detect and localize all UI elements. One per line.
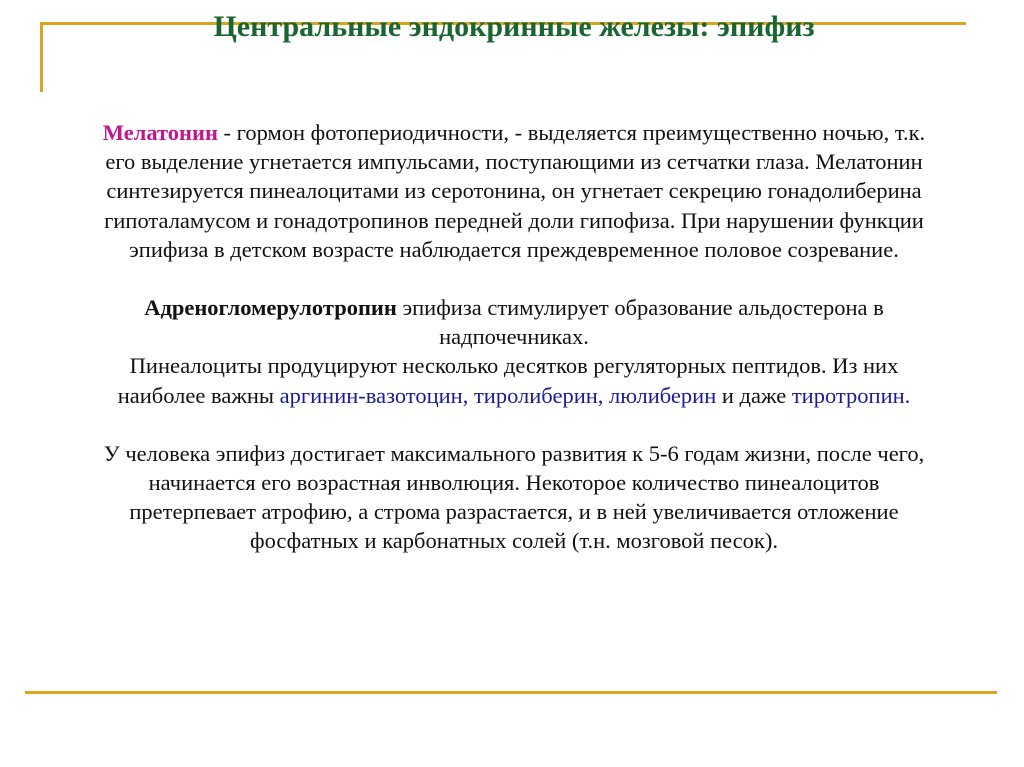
- text-line: его выделение угнетается импульсами, поступающими из сетчатки глаза. Мелатонин: [105, 149, 923, 175]
- text-line: фосфатных и карбонатных солей (т.н. мозговой песок).: [250, 528, 778, 554]
- paragraph-adrenoglomerulotropin: [40, 293, 988, 410]
- slide-title: Центральные эндокринные железы: эпифиз: [213, 10, 815, 43]
- term-adrenoglomerulotropin: Адреногломерулотропин: [144, 295, 397, 321]
- text-fragment: эпифиза стимулирует образование альдостерона в: [396, 295, 884, 321]
- paragraph-spacer: [40, 410, 988, 439]
- text-line: претерпевает атрофию, а строма разрастается, и в ней увеличивается отложение: [129, 499, 899, 525]
- bottom-decorative-rule: [25, 691, 997, 694]
- text-line: эпифиза в детском возрасте наблюдается преждевременное половое созревание.: [129, 236, 899, 262]
- text-line: начинается его возрастная инволюция. Некоторое количество пинеалоцитов: [148, 470, 880, 496]
- text-line: синтезируется пинеалоцитами из серотонина, он угнетает секрецию гонадолиберина: [106, 178, 922, 204]
- paragraph-melatonin: [40, 118, 988, 264]
- text-line: Пинеалоциты продуцируют несколько десятков регуляторных пептидов. Из них: [129, 353, 899, 379]
- term-melatonin: Мелатонин: [102, 120, 218, 145]
- text-line: гипоталамусом и гонадотропинов передней доли гипофиза. При нарушении функции: [104, 207, 924, 233]
- text-fragment: - гормон фотопериодичности, - выделяется преимущественно ночью, т.к.: [217, 120, 926, 145]
- term-thyrotropin: тиротропин.: [791, 382, 911, 408]
- text-line: надпочечниках.: [439, 324, 589, 350]
- text-line: [40, 118, 988, 147]
- paragraph-involution: [40, 439, 988, 556]
- text-fragment: наиболее важны: [117, 382, 280, 408]
- term-peptides-list: аргинин-вазотоцин, тиролиберин, люлиберин: [279, 382, 717, 408]
- text-fragment: и даже: [716, 382, 792, 408]
- text-line: [40, 381, 988, 410]
- slide-body: [40, 118, 988, 556]
- text-line: У человека эпифиз достигает максимального развития к 5-6 годам жизни, после чего,: [103, 440, 925, 466]
- text-line: [40, 293, 988, 322]
- paragraph-spacer: [40, 264, 988, 293]
